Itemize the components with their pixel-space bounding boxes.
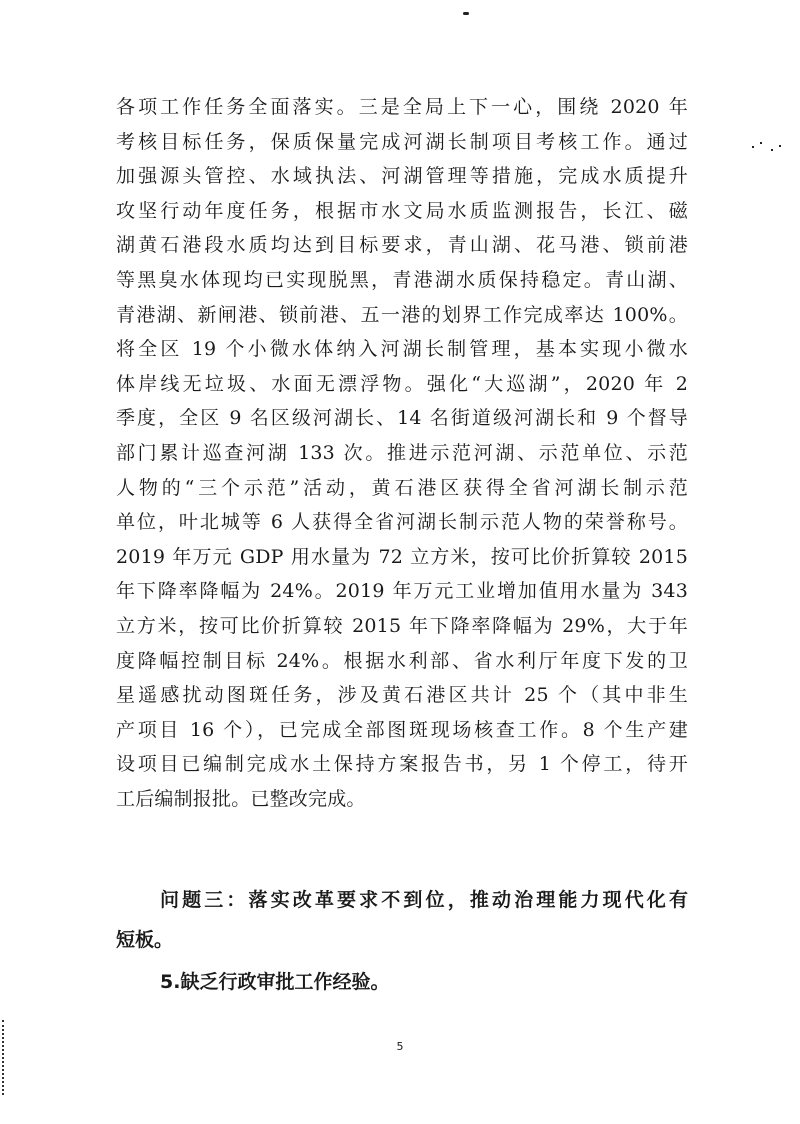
text-line: 立方米，按可比价折算较 2015 年下降率降幅为 29%，大于年 bbox=[116, 614, 688, 637]
text-line: 体岸线无垃圾、水面无漂浮物。强化“大巡湖”，2020 年 2 bbox=[116, 372, 688, 395]
problem-heading bbox=[116, 880, 688, 960]
text-line: 部门累计巡查河湖 133 次。推进示范河湖、示范单位、示范 bbox=[116, 441, 688, 464]
scan-speck bbox=[760, 142, 762, 144]
text-line: 人物的“三个示范”活动，黄石港区获得全省河湖长制示范 bbox=[116, 476, 688, 499]
text-line: 青港湖、新闸港、锁前港、五一港的划界工作完成率达 100%。 bbox=[116, 303, 688, 326]
page-number: 5 bbox=[396, 1040, 404, 1053]
problem-heading-line: 短板。 bbox=[116, 929, 174, 951]
text-line: 单位，叶北城等 6 人获得全省河湖长制示范人物的荣誉称号。 bbox=[116, 511, 688, 534]
body-paragraph bbox=[116, 90, 688, 816]
text-line: 星遥感扰动图斑任务，涉及黄石港区共计 25 个（其中非生 bbox=[116, 684, 688, 707]
text-line: 加强源头管控、水域执法、河湖管理等措施，完成水质提升 bbox=[116, 165, 688, 188]
text-line: 等黑臭水体现均已实现脱黑，青港湖水质保持稳定。青山湖、 bbox=[116, 268, 688, 291]
scan-speck bbox=[463, 12, 469, 15]
text-line: 2019 年万元 GDP 用水量为 72 立方米，按可比价折算较 2015 bbox=[116, 545, 688, 568]
text-line: 季度，全区 9 名区级河湖长、14 名街道级河湖长和 9 个督导 bbox=[116, 407, 688, 430]
text-line: 湖黄石港段水质均达到目标要求，青山湖、花马港、锁前港 bbox=[116, 234, 688, 257]
text-line: 将全区 19 个小微水体纳入河湖长制管理，基本实现小微水 bbox=[116, 338, 688, 361]
scan-speck bbox=[752, 146, 754, 148]
scan-speck bbox=[779, 145, 781, 147]
problem-heading-line: 问题三：落实改革要求不到位，推动治理能力现代化有 bbox=[160, 889, 688, 911]
item-heading: 5.缺乏行政审批工作经验。 bbox=[160, 971, 390, 993]
text-line: 工后编制报批。已整改完成。 bbox=[116, 787, 366, 810]
binding-marks bbox=[2, 1020, 7, 1095]
text-line: 设项目已编制完成水土保持方案报告书，另 1 个停工，待开 bbox=[116, 753, 688, 776]
scan-speck bbox=[771, 149, 773, 151]
text-line: 度降幅控制目标 24%。根据水利部、省水利厅年度下发的卫 bbox=[116, 649, 688, 672]
text-line: 考核目标任务，保质保量完成河湖长制项目考核工作。通过 bbox=[116, 130, 688, 153]
text-line: 年下降率降幅为 24%。2019 年万元工业增加值用水量为 343 bbox=[116, 580, 688, 603]
text-line: 攻坚行动年度任务，根据市水文局水质监测报告，长江、磁 bbox=[116, 199, 688, 222]
text-line: 产项目 16 个），已完成全部图斑现场核查工作。8 个生产建 bbox=[116, 718, 688, 741]
text-line: 各项工作任务全面落实。三是全局上下一心，围绕 2020 年 bbox=[116, 96, 688, 118]
